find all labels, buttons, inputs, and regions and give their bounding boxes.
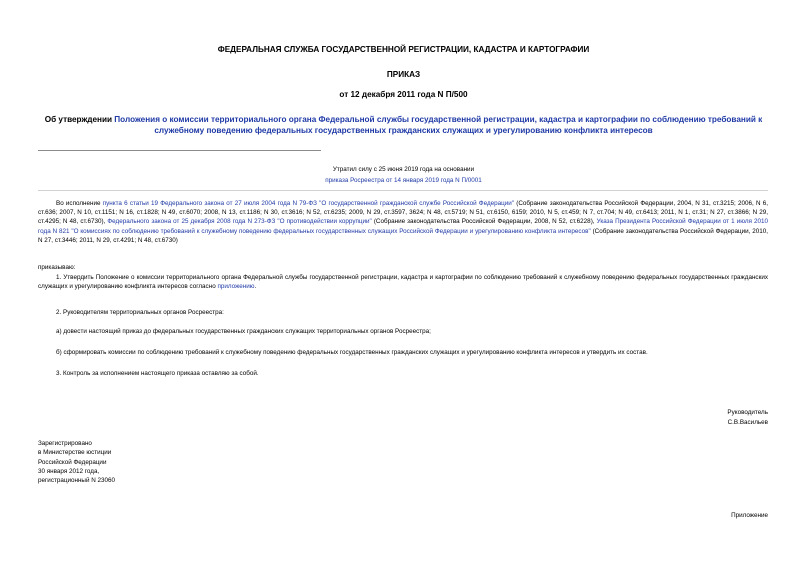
- preamble-paragraph: [38, 199, 768, 245]
- clause-2a: а) довести настоящий приказ до федеральных государственных гражданских служащих территориальных органов Росреестра;: [56, 328, 431, 335]
- document-type: ПРИКАЗ: [386, 70, 421, 79]
- lost-force-note: [0, 164, 807, 186]
- decree-821-link[interactable]: Указа Президента Российской Федерации от 1 июля 2010 года N 821 "О комиссиях по соблюдению требований к служебному поведению федеральных государственных служащих Российской Федерации и урегулированию конфликта интересов": [38, 218, 768, 235]
- document-title: [30, 114, 777, 136]
- preamble-text: (Собрание законодательства Российской Федерации, 2008, N 52, ст.6228),: [371, 218, 597, 226]
- clause-1-text: 1. Утвердить Положение о комиссии территориального органа Федеральной службы государственной регистрации, кадастра и картографии по соблюдению требований к служебному поведению федеральных государственных гражданских служащих и урегулированию конфликта интересов согласно: [38, 274, 768, 291]
- registration-line: Зарегистрировано: [38, 440, 92, 447]
- clause-2: 2. Руководителям территориальных органов Росреестра:: [56, 309, 224, 316]
- registration-line: регистрационный N 23060: [38, 477, 116, 485]
- law-79fz-link[interactable]: пункта 6 статьи 19 Федерального закона от 27 июля 2004 года N 79-ФЗ "О государственной гражданской службе Российской Федерации": [102, 200, 515, 207]
- clause-1-end: .: [254, 283, 257, 291]
- preamble-text: (Собрание законодательства Российской Федерации, 2004, N 31, ст.3215; 2006, N 6, ст.636; 2007, N 10, ст.1151; N 16, ст.1828; N 49, ст.6070; 2008, N 13, ст.1186; N 30, ст.3616; N 52, ст.6235; 2009, N 29, ст.3597, 3624; N 48, ст.5719; N 51, ст.6150, 6159; 2010, N 5, ст.459; N 7, ст.704; N 49, ст.6413; 2011, N 1, ст.31; N 27, ст.3866; N 29, ст.4295; N 48, ст.6730),: [38, 200, 768, 226]
- lost-force-text: Утратил силу с 25 июня 2019 года на основании: [332, 166, 475, 173]
- preamble-text: (Собрание законодательства Российской Федерации, 2010, N 27, ст.3446; 2011, N 29, ст.4291; N 48, ст.6730): [38, 227, 768, 244]
- clause-1: [38, 273, 768, 291]
- registration-line: в Министерстве юстиции: [38, 449, 112, 457]
- registration-line: 30 января 2012 года,: [38, 467, 100, 475]
- law-273fz-link[interactable]: Федерального закона от 25 декабря 2008 года N 273-ФЗ "О противодействии коррупции": [107, 218, 372, 226]
- registration-line: Российской Федерации: [38, 458, 107, 466]
- signer-name: С.В.Васильев: [727, 419, 768, 426]
- divider: [38, 190, 768, 191]
- lost-force-link[interactable]: приказа Росреестра от 14 января 2019 года N П/0001: [325, 177, 482, 184]
- registration-block: [38, 439, 115, 485]
- organization-heading: ФЕДЕРАЛЬНАЯ СЛУЖБА ГОСУДАРСТВЕННОЙ РЕГИСТРАЦИИ, КАДАСТРА И КАРТОГРАФИИ: [217, 45, 590, 54]
- document-date-number: от 12 декабря 2011 года N П/500: [339, 90, 468, 99]
- appendix-label: Приложение: [731, 512, 768, 519]
- signer-position: Руководитель: [727, 409, 768, 416]
- appendix-link[interactable]: приложению: [217, 283, 255, 291]
- preamble-prefix: Во исполнение: [56, 200, 103, 207]
- title-prefix: Об утверждении: [44, 115, 115, 124]
- title-link[interactable]: Положения о комиссии территориального органа Федеральной службы государственной регистрации, кадастра и картографии по соблюдению требований к служебному поведению федеральных государственных гражданских служащих и урегулированию конфликта интересов: [114, 115, 763, 135]
- signature-block: [727, 408, 768, 428]
- divider: [38, 150, 321, 151]
- clause-2b: б) сформировать комиссии по соблюдению требований к служебному поведению федеральных государственных гражданских служащих и урегулированию конфликта интересов и утвердить их состав.: [56, 349, 648, 356]
- order-word: приказываю:: [38, 264, 76, 271]
- clause-3: 3. Контроль за исполнением настоящего приказа оставляю за собой.: [56, 370, 259, 377]
